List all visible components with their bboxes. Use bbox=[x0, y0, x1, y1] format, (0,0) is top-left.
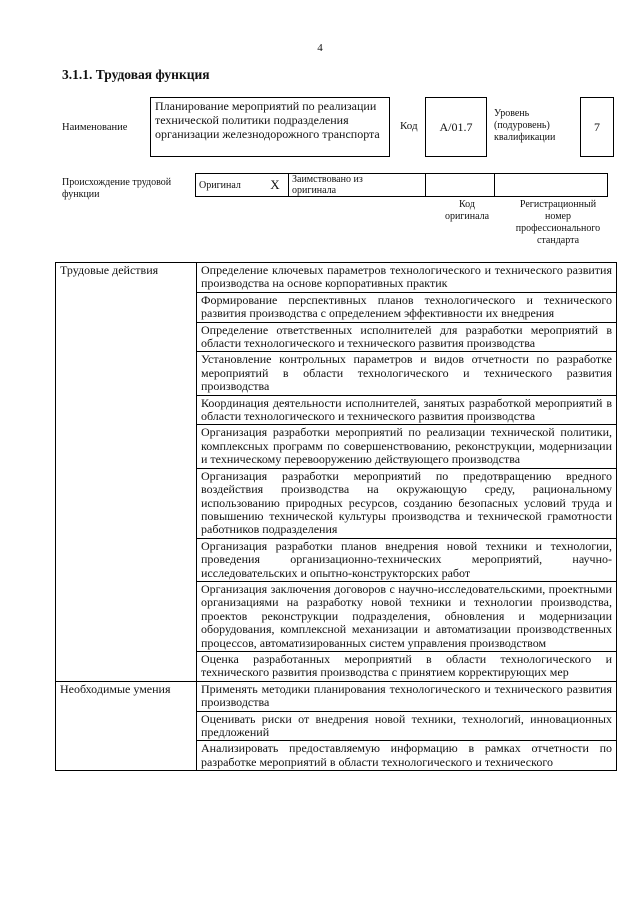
caption-line: стандарта bbox=[536, 235, 580, 246]
caption-line: оригинала bbox=[444, 211, 490, 222]
code-original-cell bbox=[426, 174, 495, 197]
original-label: Оригинал bbox=[196, 174, 263, 197]
borrowed-label-line: Заимствовано из bbox=[292, 174, 363, 185]
list-item: Координация деятельности исполнителей, занятых разработкой мероприятий в области технологического и технического развития производства bbox=[197, 395, 617, 425]
list-item: Применять методики планирования технологического и технического развития производства bbox=[197, 681, 617, 711]
function-name-box: Планирование мероприятий по реализации технической политики подразделения организации железнодорожного транспорта bbox=[150, 97, 390, 157]
caption-line: Код bbox=[459, 199, 475, 210]
list-item: Организация разработки мероприятий по реализации технической политики, комплексных программ по совершенствованию, реконструкции, модернизации и техническому перевооружению действующего производства bbox=[197, 425, 617, 468]
function-details-table bbox=[55, 262, 617, 771]
list-item: Организация разработки мероприятий по предотвращению вредного воздействия производства на окружающую среду, рациональному использованию природных ресурсов, созданию безопасных условий труда и повышению технической культуры производства и технической грамотности работников подразделения bbox=[197, 468, 617, 538]
list-item: Определение ключевых параметров технологического и технического развития производства на основе корпоративных практик bbox=[197, 263, 617, 293]
original-mark: X bbox=[262, 174, 289, 197]
section-title: 3.1.1. Трудовая функция bbox=[62, 67, 210, 82]
table-row bbox=[56, 263, 617, 293]
origin-label bbox=[62, 177, 171, 201]
section-label: Трудовые действия bbox=[56, 263, 197, 682]
table-row bbox=[56, 681, 617, 711]
list-item: Организация разработки планов внедрения новой техники и технологии, проведения организационно-технических мероприятий, научно-исследовательских и опытно-конструкторских работ bbox=[197, 538, 617, 581]
list-item: Определение ответственных исполнителей для разработки мероприятий в области технологического и технического развития производства bbox=[197, 322, 617, 352]
level-label-line: Уровень bbox=[494, 108, 530, 119]
caption-line: номер bbox=[545, 211, 571, 222]
section-label: Необходимые умения bbox=[56, 681, 197, 770]
origin-table bbox=[195, 173, 608, 197]
list-item: Анализировать предоставляемую информацию в рамках отчетности по разработке мероприятий в области технологического и технического bbox=[197, 741, 617, 771]
list-item: Оценка разработанных мероприятий в области технологического и технического развития производства с принятием корректирующих мер bbox=[197, 651, 617, 681]
level-label bbox=[494, 108, 555, 144]
page-number: 4 bbox=[317, 42, 323, 54]
reg-number-cell bbox=[495, 174, 608, 197]
level-label-line: (подуровень) bbox=[494, 120, 550, 131]
level-label-line: квалификации bbox=[494, 132, 556, 143]
list-item: Оценивать риски от внедрения новой техники, технологий, инновационных предложений bbox=[197, 711, 617, 741]
borrowed-label-line: оригинала bbox=[292, 185, 337, 196]
code-label: Код bbox=[400, 120, 418, 132]
borrowed-label bbox=[289, 174, 426, 197]
reg-number-caption bbox=[506, 199, 610, 247]
caption-line: профессионального bbox=[515, 223, 601, 234]
code-value-box: A/01.7 bbox=[425, 97, 487, 157]
origin-label-line: функции bbox=[62, 189, 100, 200]
list-item: Формирование перспективных планов технологического и технического развития производства с определением эффективности их внедрения bbox=[197, 292, 617, 322]
code-original-caption bbox=[430, 199, 504, 223]
list-item: Организация заключения договоров с научно-исследовательскими, проектными организациями на разработку новой техники и технологии производства, проектов реконструкции подразделения, обновления и модернизации оборудования, комплексной механизации и автоматизации производственных процессов, автоматизированных систем управления производством bbox=[197, 581, 617, 651]
level-value-box: 7 bbox=[580, 97, 614, 157]
origin-label-line: Происхождение трудовой bbox=[62, 177, 172, 188]
caption-line: Регистрационный bbox=[519, 199, 597, 210]
list-item: Установление контрольных параметров и видов отчетности по разработке мероприятий в области технологического и технического развития производства bbox=[197, 352, 617, 395]
name-label: Наименование bbox=[62, 122, 128, 133]
